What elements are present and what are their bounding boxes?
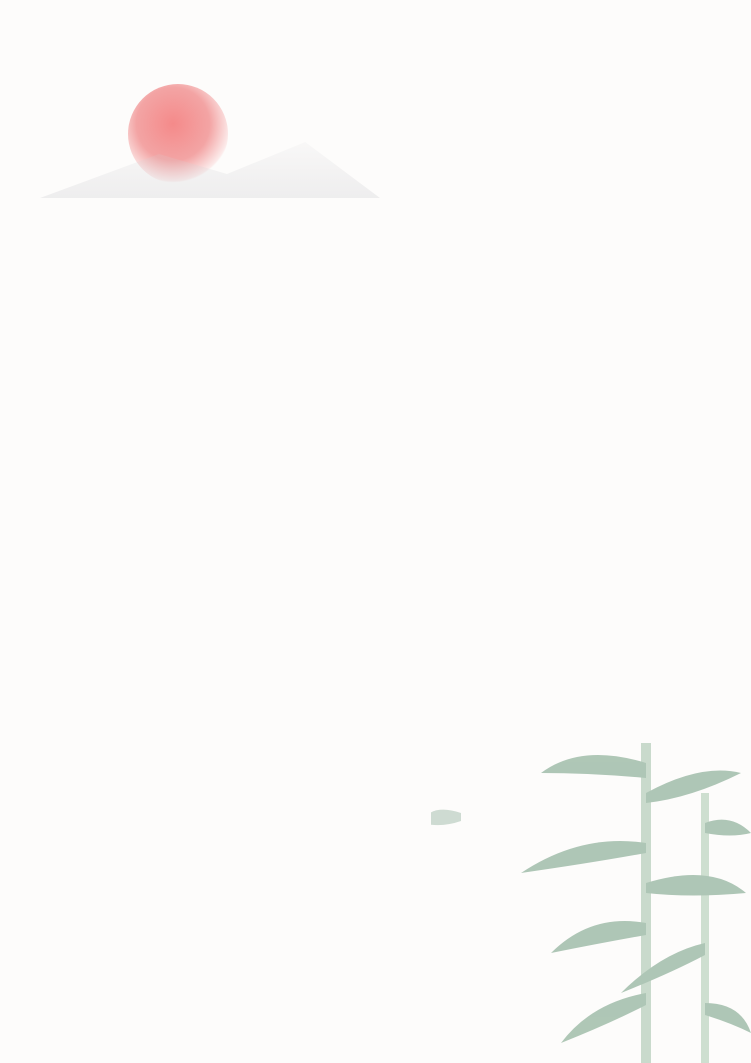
bamboo-illustration — [431, 703, 751, 1063]
